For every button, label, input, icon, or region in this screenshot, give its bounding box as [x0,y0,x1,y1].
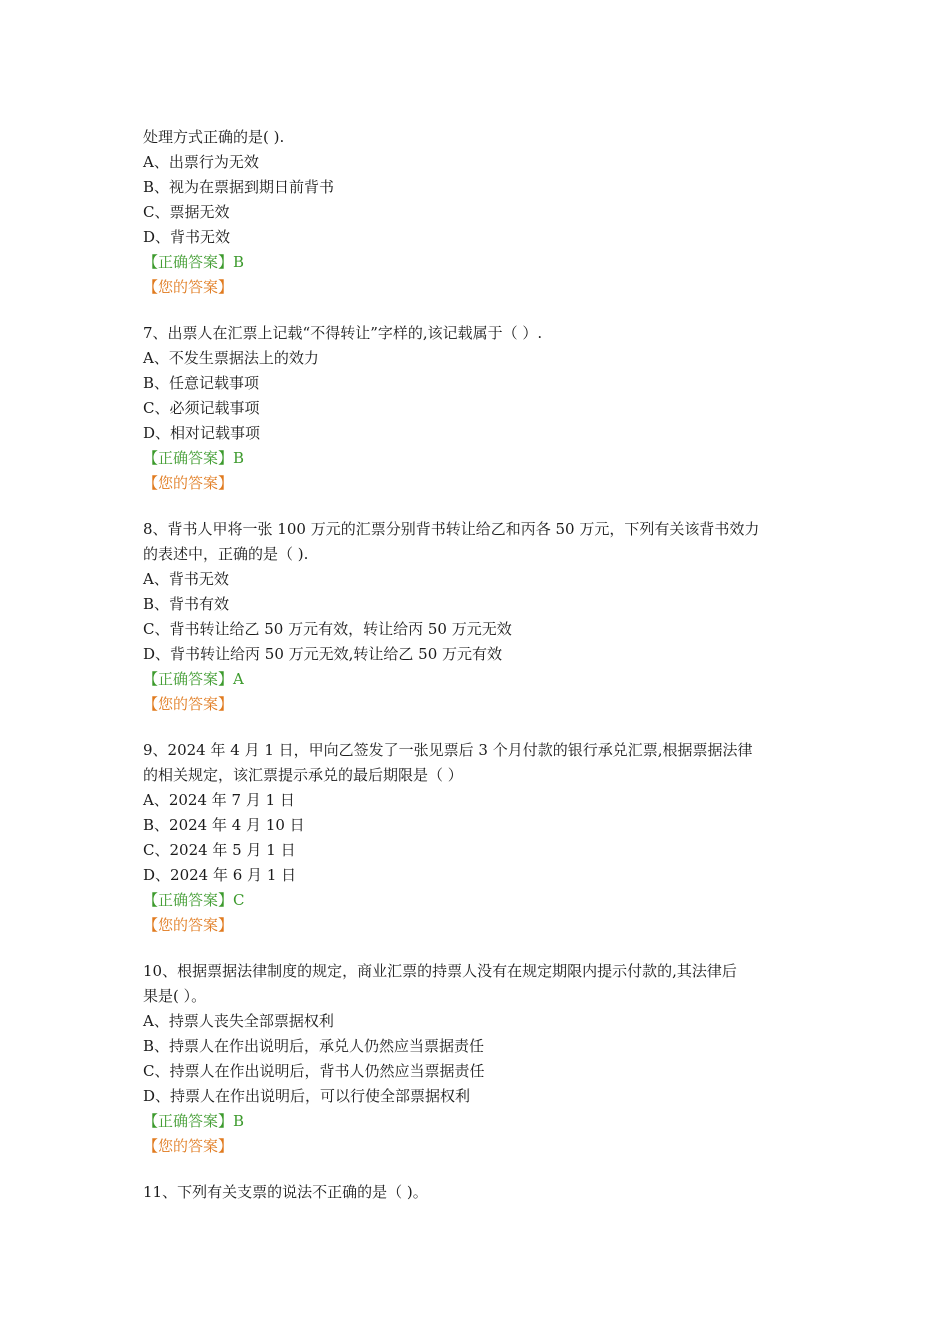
question-stem: 7、出票人在汇票上记载“不得转让”字样的,该记载属于（ ）. [143,324,543,342]
question-stem: 8、背书人甲将一张 100 万元的汇票分别背书转让给乙和丙各 50 万元，下列有关该背书效力 [143,520,760,538]
option-b: B、持票人在作出说明后，承兑人仍然应当票据责任 [143,1037,485,1055]
question-block [143,125,823,300]
question-block [143,738,823,938]
question-stem: 10、根据票据法律制度的规定，商业汇票的持票人没有在规定期限内提示付款的,其法律后 [143,962,737,980]
option-b: B、背书有效 [143,595,230,613]
option-b: B、2024 年 4 月 10 日 [143,816,305,834]
option-c: C、2024 年 5 月 1 日 [143,841,296,859]
correct-answer: 【正确答案】B [143,1112,245,1130]
correct-answer: 【正确答案】B [143,253,245,271]
option-d: D、持票人在作出说明后，可以行使全部票据权利 [143,1087,471,1105]
option-b: B、视为在票据到期日前背书 [143,178,335,196]
question-stem-continued: 的相关规定，该汇票提示承兑的最后期限是（ ） [143,766,463,784]
question-block [143,321,823,496]
option-a: A、不发生票据法上的效力 [143,349,319,367]
your-answer: 【您的答案】 [143,474,234,492]
option-a: A、2024 年 7 月 1 日 [143,791,295,809]
correct-answer: 【正确答案】B [143,449,245,467]
your-answer: 【您的答案】 [143,1137,234,1155]
question-block [143,1180,823,1205]
question-list [143,125,823,1226]
option-d: D、背书转让给丙 50 万元无效,转让给乙 50 万元有效 [143,645,503,663]
option-b: B、任意记载事项 [143,374,260,392]
your-answer: 【您的答案】 [143,695,234,713]
question-stem: 9、2024 年 4 月 1 日，甲向乙签发了一张见票后 3 个月付款的银行承兑汇票,根据票据法律 [143,741,753,759]
option-d: D、2024 年 6 月 1 日 [143,866,297,884]
option-c: C、必须记载事项 [143,399,260,417]
question-stem-continued: 果是( ）。 [143,987,207,1005]
option-d: D、背书无效 [143,228,231,246]
question-block [143,517,823,717]
question-block [143,959,823,1159]
correct-answer: 【正确答案】C [143,891,245,909]
question-stem: 11、下列有关支票的说法不正确的是（ )。 [143,1183,428,1201]
option-c: C、持票人在作出说明后，背书人仍然应当票据责任 [143,1062,485,1080]
option-a: A、背书无效 [143,570,229,588]
your-answer: 【您的答案】 [143,916,234,934]
option-a: A、持票人丧失全部票据权利 [143,1012,334,1030]
correct-answer: 【正确答案】A [143,670,244,688]
option-c: C、背书转让给乙 50 万元有效，转让给丙 50 万元无效 [143,620,512,638]
option-c: C、票据无效 [143,203,230,221]
option-a: A、出票行为无效 [143,153,259,171]
question-stem-continued: 的表述中，正确的是（ ). [143,545,309,563]
option-d: D、相对记载事项 [143,424,261,442]
your-answer: 【您的答案】 [143,278,234,296]
question-stem: 处理方式正确的是( ). [143,128,285,146]
